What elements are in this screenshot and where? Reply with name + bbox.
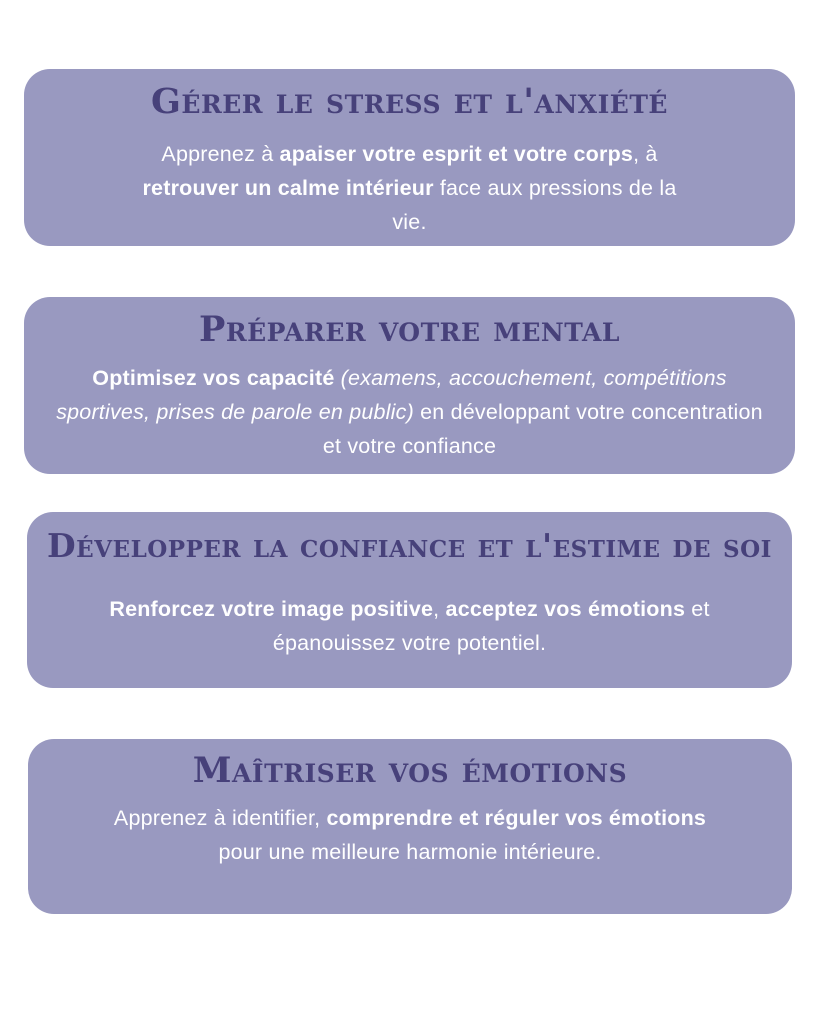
card-title: Maîtriser vos émotions [192,750,628,791]
card-stress [24,69,795,246]
text-segment-normal: , à [633,142,658,166]
card-confidence [27,512,792,688]
card-description [50,361,770,463]
text-segment-normal: , [433,597,446,621]
text-segment-normal: Apprenez à identifier, [113,806,327,830]
text-segment-bold: Renforcez votre image positive [109,597,434,621]
card-description [130,137,690,239]
card-mental [24,297,795,474]
text-segment-normal: et épanouissez votre potentiel. [272,597,710,655]
text-segment-normal: pour une meilleure harmonie intérieure. [218,840,602,864]
text-segment-bold: comprendre et réguler vos émotions [326,806,707,830]
text-segment-bold: Optimisez vos capacité [92,366,335,390]
text-segment-bold: acceptez vos émotions [445,597,686,621]
card-title: Préparer votre mental [199,309,620,350]
card-description [90,592,730,660]
text-segment-italic: (examens, accouchement, compétitions sportives, prises de parole en public) [56,366,727,424]
card-title: Gérer le stress et l'anxiété [151,81,668,122]
text-segment-bold: retrouver un calme intérieur [142,176,434,200]
text-segment-normal: Apprenez à [161,142,280,166]
text-segment-bold: apaiser votre esprit et votre corps [279,142,634,166]
text-segment-normal: en développant votre concentration et votre confiance [322,400,763,458]
card-title: Développer la confiance et l'estime de soi [47,526,772,565]
text-segment-normal: face aux pressions de la vie. [392,176,677,234]
card-description [100,801,720,869]
card-emotions [28,739,792,914]
